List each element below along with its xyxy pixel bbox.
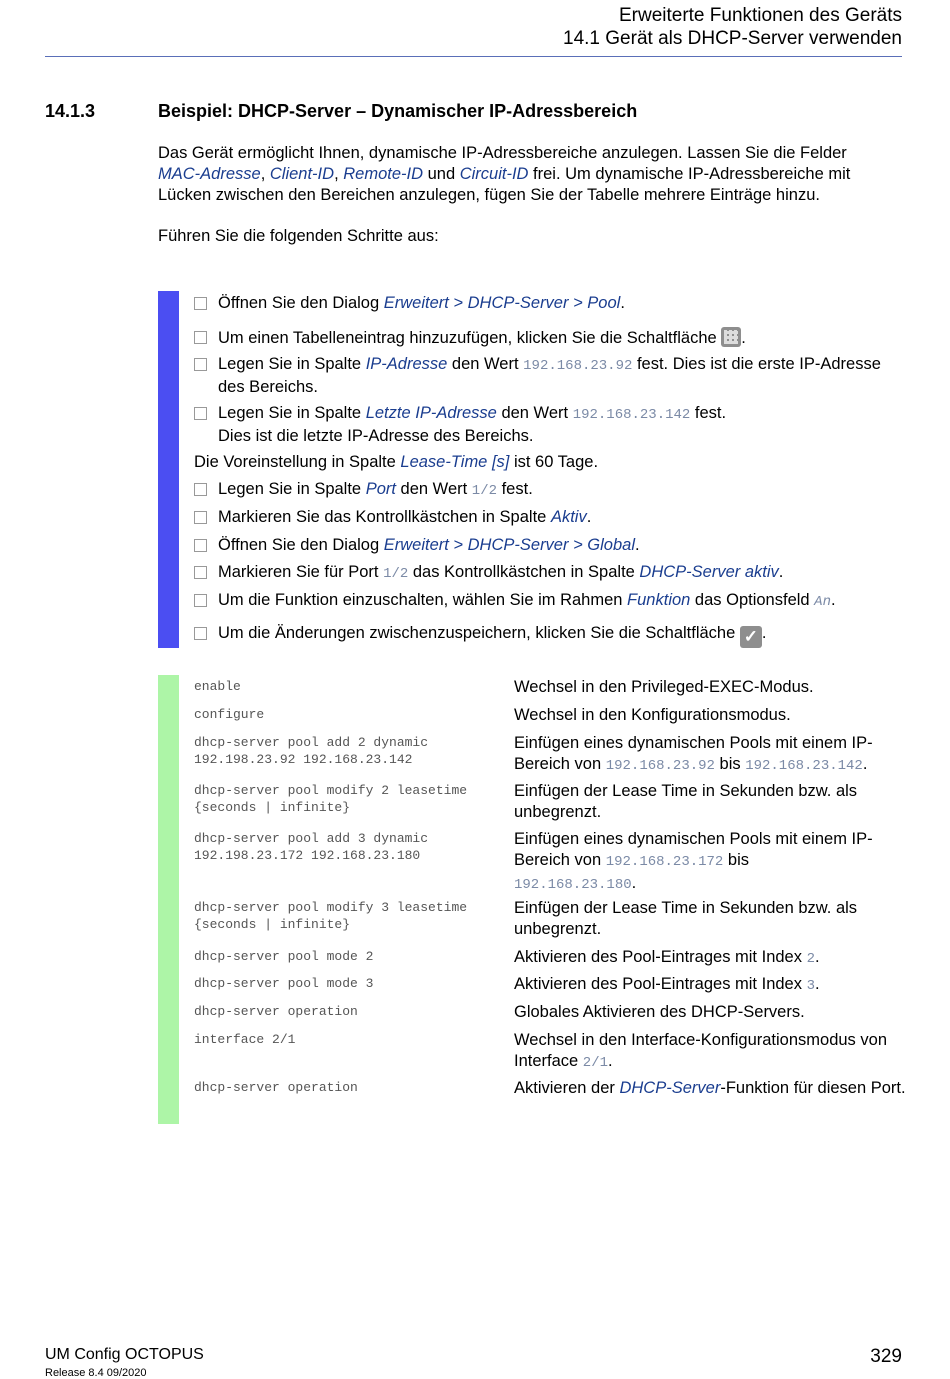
frame-name: Funktion: [627, 591, 691, 609]
checkbox-icon: [194, 297, 207, 310]
checkbox-icon: [194, 358, 207, 371]
cli-command: dhcp-server pool mode 3: [194, 976, 374, 991]
step-text: fest.: [690, 404, 727, 422]
checkbox-icon: [194, 483, 207, 496]
step-text: fest.: [497, 480, 533, 498]
cli-line: {seconds | infinite}: [194, 800, 351, 815]
cli-line: 192.198.23.92 192.168.23.142: [194, 752, 413, 767]
step-item: [194, 479, 904, 502]
header-chapter: Erweiterte Funktionen des Geräts: [618, 5, 902, 26]
cli-line: dhcp-server pool add 2 dynamic: [194, 735, 429, 750]
cli-command: interface 2/1: [194, 1032, 296, 1047]
menu-path-link: Erweitert > DHCP-Server > Pool: [383, 294, 621, 312]
checkbox-icon: [194, 407, 207, 420]
cli-description: [514, 947, 909, 970]
desc-text: bis: [723, 851, 750, 869]
cli-command: dhcp-server operation: [194, 1004, 358, 1019]
note-text: Die Voreinstellung in Spalte: [194, 453, 401, 471]
step-text: Öffnen Sie den Dialog: [218, 294, 384, 312]
step-text: Legen Sie in Spalte: [218, 404, 366, 422]
desc-text: bis: [714, 755, 746, 773]
cli-command: [194, 830, 494, 864]
step-text: .: [778, 563, 784, 581]
cli-command: dhcp-server pool mode 2: [194, 949, 374, 964]
page-number: 329: [870, 1346, 902, 1367]
step-item: [194, 403, 904, 447]
header-divider: [45, 56, 902, 57]
cli-description: [514, 829, 909, 896]
checkbox-icon: [194, 594, 207, 607]
desc-text: -Funktion für diesen Port.: [720, 1079, 906, 1097]
checkbox-icon: [194, 331, 207, 344]
section-title: Beispiel: DHCP-Server – Dynamischer IP-Adressbereich: [158, 101, 638, 121]
menu-path-link: Erweitert > DHCP-Server > Global: [383, 536, 635, 554]
step-item: [194, 623, 904, 648]
column-name: Aktiv: [550, 508, 587, 526]
value-code: 1/2: [383, 566, 409, 582]
step-text: .: [741, 329, 746, 347]
note-text: ist 60 Tage.: [509, 453, 599, 471]
column-name: DHCP-Server aktiv: [639, 563, 779, 581]
cli-steps-bar: [158, 675, 179, 1124]
field-circuit-id: Circuit-ID: [459, 165, 529, 183]
step-text: .: [634, 536, 640, 554]
cli-line: dhcp-server pool modify 2 leasetime: [194, 783, 468, 798]
step-item: [194, 562, 904, 585]
field-mac-adresse: MAC-Adresse: [158, 165, 261, 183]
intro-text-rest: frei. Um dynamische IP-Adressbereiche mit Lücken zwischen den Bereichen anzulegen, fügen Sie der Tabelle mehrere Einträge hinzu.: [158, 165, 851, 204]
cli-line: dhcp-server pool modify 3 leasetime: [194, 900, 468, 915]
cli-description: Einfügen der Lease Time in Sekunden bzw. als unbegrenzt.: [514, 899, 858, 938]
cli-description: [514, 1030, 909, 1074]
step-text: Markieren Sie für Port: [218, 563, 384, 581]
intro-sep: ,: [334, 165, 344, 183]
cli-line: {seconds | infinite}: [194, 917, 351, 932]
step-text: das Optionsfeld: [690, 591, 815, 609]
step-text: den Wert: [447, 355, 524, 373]
desc-text: Aktivieren des Pool-Eintrages mit Index: [514, 948, 807, 966]
step-item: [194, 507, 904, 528]
step-text: Markieren Sie das Kontrollkästchen in Spalte: [218, 508, 551, 526]
step-text: .: [620, 294, 625, 312]
cli-description: Globales Aktivieren des DHCP-Servers.: [514, 1003, 805, 1021]
value-code: 192.168.23.142: [745, 758, 863, 774]
value-code: An: [814, 594, 831, 610]
field-remote-id: Remote-ID: [343, 165, 424, 183]
step-text: Um einen Tabelleneintrag hinzuzufügen, klicken Sie die Schaltfläche: [218, 329, 722, 347]
cli-command: dhcp-server operation: [194, 1080, 358, 1095]
step-item: [194, 293, 904, 314]
value-code: 2/1: [582, 1055, 609, 1071]
step-text: Öffnen Sie den Dialog: [218, 536, 384, 554]
desc-text: Wechsel in den Interface-Konfigurationsmodus von Interface: [514, 1031, 887, 1070]
cli-command: [194, 899, 494, 933]
value-code: 1/2: [471, 483, 498, 499]
cli-line: dhcp-server pool add 3 dynamic: [194, 831, 429, 846]
cli-command: [194, 734, 494, 768]
step-text: Legen Sie in Spalte: [218, 480, 366, 498]
desc-text: .: [814, 948, 820, 966]
step-text: .: [586, 508, 592, 526]
steps-intro: Führen Sie die folgenden Schritte aus:: [158, 227, 439, 245]
field-client-id: Client-ID: [269, 165, 335, 183]
cli-description: [514, 1078, 909, 1099]
check-save-icon: ✓: [740, 626, 762, 648]
header-section: 14.1 Gerät als DHCP-Server verwenden: [563, 28, 902, 49]
column-name: Port: [365, 480, 396, 498]
step-text: .: [761, 624, 767, 642]
desc-text: .: [631, 874, 637, 892]
checkbox-icon: [194, 627, 207, 640]
step-item: [194, 535, 904, 556]
desc-text: Einfügen eines dynamischen Pools mit einem IP-Bereich von: [514, 734, 873, 773]
column-name: IP-Adresse: [365, 355, 448, 373]
step-text: das Kontrollkästchen in Spalte: [408, 563, 640, 581]
default-note: [194, 452, 598, 473]
intro-and: und: [423, 165, 460, 183]
value-code: 3: [806, 978, 815, 994]
value-code: 192.168.23.142: [572, 407, 691, 423]
add-table-entry-icon: [721, 327, 741, 347]
value-code: 192.168.23.92: [605, 758, 715, 774]
cli-description: Wechsel in den Privileged-EXEC-Modus.: [514, 678, 814, 696]
value-code: 192.168.23.172: [605, 854, 724, 870]
step-text: den Wert: [496, 404, 573, 422]
step-text: fest. Dies ist die erste IP-Adresse des Bereichs.: [218, 355, 881, 396]
desc-text: Aktivieren der: [514, 1079, 620, 1097]
desc-text: .: [862, 755, 868, 773]
cli-command: enable: [194, 679, 241, 694]
step-item: [194, 327, 904, 349]
checkbox-icon: [194, 511, 207, 524]
intro-paragraph: [158, 143, 908, 206]
gui-steps-bar: [158, 291, 179, 648]
footer-release: Release 8.4 09/2020: [45, 1367, 147, 1379]
column-name: Lease-Time [s]: [400, 453, 510, 471]
cli-description: Wechsel in den Konfigurationsmodus.: [514, 706, 791, 724]
step-text: den Wert: [395, 480, 472, 498]
desc-text: Aktivieren des Pool-Eintrages mit Index: [514, 975, 807, 993]
cli-description: [514, 974, 909, 997]
footer-document-name: UM Config OCTOPUS: [45, 1346, 204, 1363]
value-code: 192.168.23.180: [514, 877, 632, 893]
checkbox-icon: [194, 539, 207, 552]
step-item: [194, 354, 904, 398]
cli-description: Einfügen der Lease Time in Sekunden bzw. als unbegrenzt.: [514, 782, 858, 821]
intro-sep: ,: [260, 165, 270, 183]
cli-line: 192.198.23.172 192.168.23.180: [194, 848, 421, 863]
checkbox-icon: [194, 566, 207, 579]
section-number: 14.1.3: [45, 101, 96, 121]
desc-text: .: [608, 1052, 613, 1070]
step-text: Legen Sie in Spalte: [218, 355, 366, 373]
desc-text: Einfügen eines dynamischen Pools mit einem IP-Bereich von: [514, 830, 873, 869]
cli-command: configure: [194, 707, 265, 722]
step-text: Um die Funktion einzuschalten, wählen Sie im Rahmen: [218, 591, 628, 609]
desc-text: .: [814, 975, 820, 993]
step-text: Um die Änderungen zwischenzuspeichern, klicken Sie die Schaltfläche: [218, 624, 740, 642]
intro-text: Das Gerät ermöglicht Ihnen, dynamische IP-Adressbereiche anzulegen. Lassen Sie die Felder: [158, 144, 847, 162]
cli-command: [194, 782, 494, 816]
step-text: .: [830, 591, 836, 609]
column-name: Letzte IP-Adresse: [365, 404, 497, 422]
value-code: 2: [806, 951, 815, 967]
step-item: [194, 590, 904, 613]
running-header: [563, 4, 902, 50]
function-name: DHCP-Server: [619, 1079, 721, 1097]
value-code: 192.168.23.92: [523, 358, 633, 374]
step-text: Dies ist die letzte IP-Adresse des Bereichs.: [218, 427, 534, 445]
cli-description: [514, 733, 909, 777]
